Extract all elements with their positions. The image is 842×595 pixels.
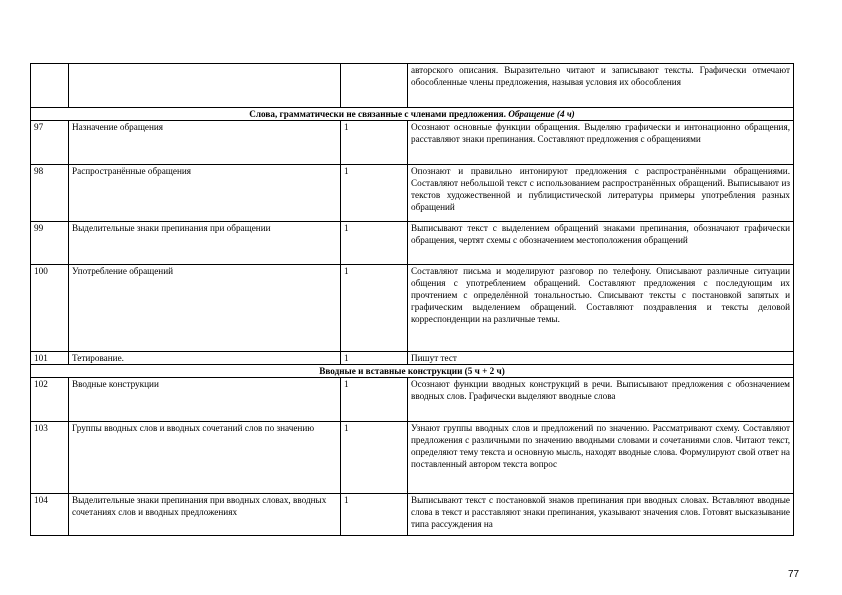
lesson-number-cell: 100 (31, 265, 69, 352)
section-header-address (31, 108, 794, 121)
page-number: 77 (788, 569, 800, 580)
lesson-hours-cell: 1 (341, 378, 408, 422)
lesson-activities-cell: Осознают основные функции обращения. Выделяю графически и интонационно обращения, расставляют знаки препинания. Составляют предложения с обращениями (408, 121, 794, 165)
lesson-topic-cell: Употребление обращений (69, 265, 341, 352)
lesson-topic-cell: Распространённые обращения (69, 165, 341, 222)
lesson-number-cell: 103 (31, 422, 69, 494)
lesson-topic-cell: Группы вводных слов и вводных сочетаний слов по значению (69, 422, 341, 494)
lesson-activities-cell: Выписывают текст с выделением обращений знаками препинания, обозначают графически обращения, чертят схемы с обозначением местоположения обращений (408, 222, 794, 265)
table-row (31, 121, 794, 165)
lesson-number-cell: 98 (31, 165, 69, 222)
lesson-topic-cell: Вводные конструкции (69, 378, 341, 422)
lesson-activities-cell: Выписывают текст с постановкой знаков препинания при вводных словах. Вставляют вводные слова в текст и расставляют знаки препинания, указывают значения слов. Готовят высказывание типа рассуждения на (408, 494, 794, 536)
section-header-row (31, 365, 794, 378)
lesson-number-cell: 101 (31, 352, 69, 365)
section-header-topic: Обращение (4 ч) (508, 109, 575, 119)
lesson-hours-cell: 1 (341, 494, 408, 536)
table-row (31, 422, 794, 494)
table-row (31, 64, 794, 108)
lesson-activities-cell: Узнают группы вводных слов и предложений по значению. Рассматривают схему. Составляют предложения с различными по значению вводными словами и сочетаниями слов. Читают текст, определяют тему текста и основную мысль, находят вводные слова. Формулируют свой ответ на поставленный автором текста вопрос (408, 422, 794, 494)
section-header-row (31, 108, 794, 121)
section-header-text: Слова, грамматически не связанные с членами предложения. (249, 109, 509, 119)
section-header-introductory: Вводные и вставные конструкции (5 ч + 2 ч) (31, 365, 794, 378)
lesson-number-cell (31, 64, 69, 108)
lesson-hours-cell: 1 (341, 352, 408, 365)
lesson-number-cell: 97 (31, 121, 69, 165)
table-row (31, 165, 794, 222)
lesson-plan-table (30, 63, 794, 536)
lesson-hours-cell: 1 (341, 265, 408, 352)
lesson-topic-cell: Назначение обращения (69, 121, 341, 165)
lesson-topic-cell (69, 64, 341, 108)
lesson-number-cell: 102 (31, 378, 69, 422)
lesson-topic-cell: Тетирование. (69, 352, 341, 365)
lesson-topic-cell: Выделительные знаки препинания при вводных словах, вводных сочетаниях слов и вводных предложениях (69, 494, 341, 536)
lesson-hours-cell: 1 (341, 222, 408, 265)
table-row (31, 494, 794, 536)
table-row (31, 222, 794, 265)
lesson-hours-cell (341, 64, 408, 108)
table-row (31, 352, 794, 365)
lesson-hours-cell: 1 (341, 121, 408, 165)
lesson-hours-cell: 1 (341, 422, 408, 494)
table-row (31, 378, 794, 422)
lesson-activities-cell: авторского описания. Выразительно читают и записывают тексты. Графически отмечают обособленные члены предложения, называя условия их обособления (408, 64, 794, 108)
lesson-activities-cell: Пишут тест (408, 352, 794, 365)
lesson-number-cell: 99 (31, 222, 69, 265)
lesson-activities-cell: Опознают и правильно интонируют предложения с распространёнными обращениями. Составляют небольшой текст с использованием распространённых обращений. Выписывают из текстов художественной и публицистической литературы примеры употребления разных обращений (408, 165, 794, 222)
lesson-topic-cell: Выделительные знаки препинания при обращении (69, 222, 341, 265)
lesson-hours-cell: 1 (341, 165, 408, 222)
table-row (31, 265, 794, 352)
lesson-activities-cell: Составляют письма и моделируют разговор по телефону. Описывают различные ситуации общения с употреблением обращений. Составляют предложения с последующим их прочтением с определённой тональностью. Списывают тексты с постановкой запятых и графическим выделением обращений. Составляют поздравления и тексты деловой корреспонденции на различные темы. (408, 265, 794, 352)
lesson-number-cell: 104 (31, 494, 69, 536)
lesson-activities-cell: Осознают функции вводных конструкций в речи. Выписывают предложения с обозначением вводных слов. Графически выделяют вводные слова (408, 378, 794, 422)
